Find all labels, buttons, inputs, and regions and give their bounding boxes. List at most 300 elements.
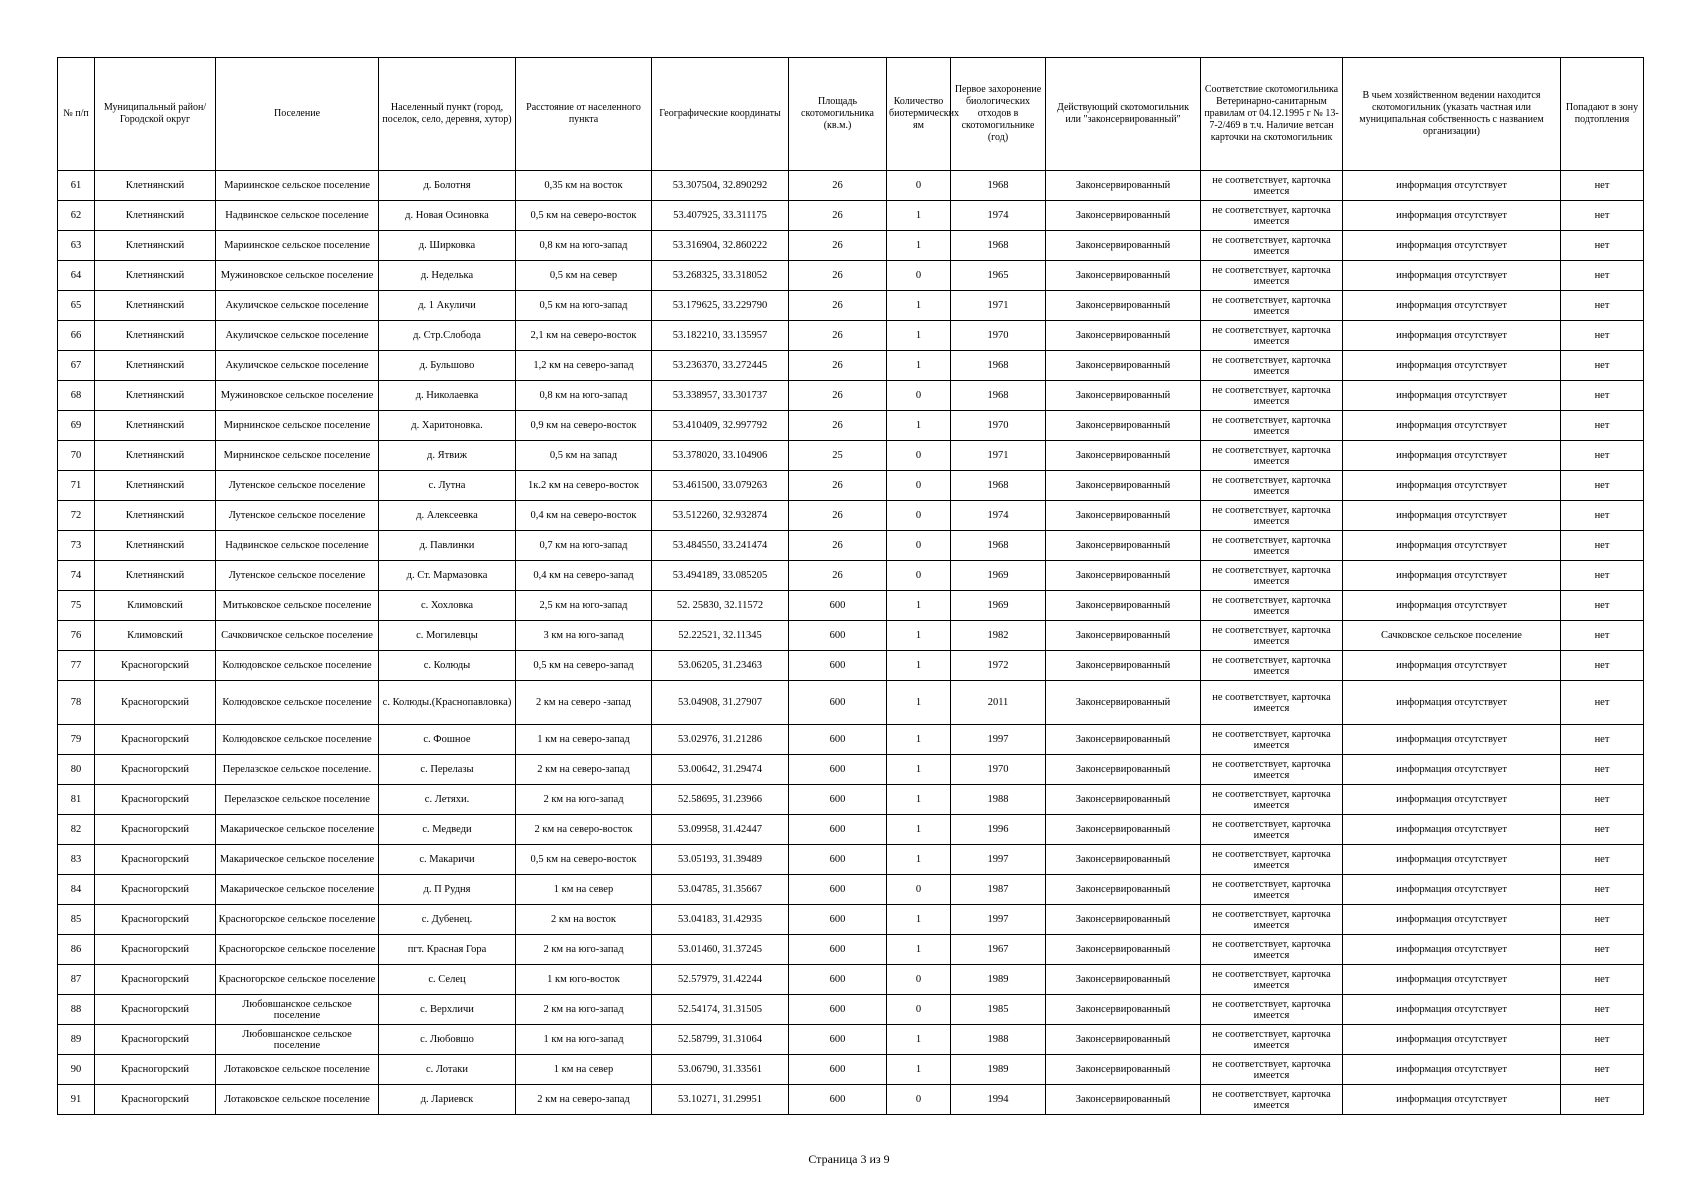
header-first-burial-year: Первое захоронение биологических отходов в скотомогильнике (год): [951, 58, 1046, 171]
coordinates-cell: 53.00642, 31.29474: [652, 755, 789, 785]
ownership-cell: информация отсутствует: [1343, 381, 1561, 411]
flood-zone-cell: нет: [1561, 501, 1644, 531]
first-burial-year-cell: 2011: [951, 681, 1046, 725]
ownership-cell: информация отсутствует: [1343, 591, 1561, 621]
compliance-cell: не соответствует, карточка имеется: [1201, 261, 1343, 291]
locality-cell: с. Хохловка: [379, 591, 516, 621]
distance-cell: 2 км на северо-запад: [516, 755, 652, 785]
locality-cell: д. Лариевск: [379, 1085, 516, 1115]
distance-cell: 2,1 км на северо-восток: [516, 321, 652, 351]
area-cell: 600: [789, 905, 887, 935]
first-burial-year-cell: 1968: [951, 471, 1046, 501]
locality-cell: с. Могилевцы: [379, 621, 516, 651]
settlement-cell: Любовшанское сельское поселение: [216, 995, 379, 1025]
locality-cell: д. Неделька: [379, 261, 516, 291]
pit-count-cell: 1: [887, 755, 951, 785]
status-cell: Законсервированный: [1046, 815, 1201, 845]
settlement-cell: Мужиновское сельское поселение: [216, 381, 379, 411]
locality-cell: д. Болотня: [379, 171, 516, 201]
district-cell: Красногорский: [95, 681, 216, 725]
coordinates-cell: 53.10271, 31.29951: [652, 1085, 789, 1115]
settlement-cell: Лутенское сельское поселение: [216, 561, 379, 591]
flood-zone-cell: нет: [1561, 351, 1644, 381]
header-locality: Населенный пункт (город, поселок, село, деревня, хутор): [379, 58, 516, 171]
row-number: 62: [58, 201, 95, 231]
table-row: [58, 755, 1644, 785]
table-row: [58, 651, 1644, 681]
row-number: 83: [58, 845, 95, 875]
settlement-cell: Сачковичское сельское поселение: [216, 621, 379, 651]
settlement-cell: Любовшанское сельское поселение: [216, 1025, 379, 1055]
first-burial-year-cell: 1997: [951, 905, 1046, 935]
table-row: [58, 725, 1644, 755]
compliance-cell: не соответствует, карточка имеется: [1201, 785, 1343, 815]
settlement-cell: Акуличское сельское поселение: [216, 291, 379, 321]
compliance-cell: не соответствует, карточка имеется: [1201, 1085, 1343, 1115]
first-burial-year-cell: 1997: [951, 725, 1046, 755]
first-burial-year-cell: 1970: [951, 321, 1046, 351]
header-number: № п/п: [58, 58, 95, 171]
ownership-cell: информация отсутствует: [1343, 995, 1561, 1025]
settlement-cell: Лутенское сельское поселение: [216, 471, 379, 501]
coordinates-cell: 53.410409, 32.997792: [652, 411, 789, 441]
district-cell: Клетнянский: [95, 231, 216, 261]
status-cell: Законсервированный: [1046, 291, 1201, 321]
settlement-cell: Надвинское сельское поселение: [216, 531, 379, 561]
status-cell: Законсервированный: [1046, 171, 1201, 201]
coordinates-cell: 53.316904, 32.860222: [652, 231, 789, 261]
table-header-row: [58, 58, 1644, 171]
district-cell: Клетнянский: [95, 201, 216, 231]
first-burial-year-cell: 1969: [951, 591, 1046, 621]
area-cell: 25: [789, 441, 887, 471]
status-cell: Законсервированный: [1046, 725, 1201, 755]
pit-count-cell: 0: [887, 501, 951, 531]
coordinates-cell: 53.05193, 31.39489: [652, 845, 789, 875]
row-number: 71: [58, 471, 95, 501]
compliance-cell: не соответствует, карточка имеется: [1201, 171, 1343, 201]
compliance-cell: не соответствует, карточка имеется: [1201, 935, 1343, 965]
district-cell: Красногорский: [95, 905, 216, 935]
locality-cell: с. Летяхи.: [379, 785, 516, 815]
coordinates-cell: 53.307504, 32.890292: [652, 171, 789, 201]
row-number: 67: [58, 351, 95, 381]
first-burial-year-cell: 1972: [951, 651, 1046, 681]
first-burial-year-cell: 1970: [951, 411, 1046, 441]
ownership-cell: информация отсутствует: [1343, 291, 1561, 321]
flood-zone-cell: нет: [1561, 935, 1644, 965]
table-row: [58, 935, 1644, 965]
area-cell: 600: [789, 1055, 887, 1085]
row-number: 81: [58, 785, 95, 815]
flood-zone-cell: нет: [1561, 621, 1644, 651]
flood-zone-cell: нет: [1561, 905, 1644, 935]
first-burial-year-cell: 1974: [951, 501, 1046, 531]
distance-cell: 0,9 км на северо-восток: [516, 411, 652, 441]
flood-zone-cell: нет: [1561, 755, 1644, 785]
table-row: [58, 501, 1644, 531]
compliance-cell: не соответствует, карточка имеется: [1201, 201, 1343, 231]
pit-count-cell: 0: [887, 1085, 951, 1115]
flood-zone-cell: нет: [1561, 651, 1644, 681]
settlement-cell: Красногорское сельское поселение: [216, 965, 379, 995]
first-burial-year-cell: 1988: [951, 1025, 1046, 1055]
area-cell: 26: [789, 411, 887, 441]
compliance-cell: не соответствует, карточка имеется: [1201, 591, 1343, 621]
district-cell: Красногорский: [95, 755, 216, 785]
ownership-cell: информация отсутствует: [1343, 815, 1561, 845]
district-cell: Красногорский: [95, 725, 216, 755]
table-row: [58, 441, 1644, 471]
status-cell: Законсервированный: [1046, 1085, 1201, 1115]
row-number: 63: [58, 231, 95, 261]
table-row: [58, 171, 1644, 201]
header-coordinates: Географические координаты: [652, 58, 789, 171]
area-cell: 600: [789, 725, 887, 755]
pit-count-cell: 0: [887, 471, 951, 501]
status-cell: Законсервированный: [1046, 351, 1201, 381]
area-cell: 26: [789, 531, 887, 561]
area-cell: 26: [789, 381, 887, 411]
distance-cell: 2 км на восток: [516, 905, 652, 935]
pit-count-cell: 0: [887, 441, 951, 471]
coordinates-cell: 53.461500, 33.079263: [652, 471, 789, 501]
first-burial-year-cell: 1985: [951, 995, 1046, 1025]
area-cell: 26: [789, 231, 887, 261]
table-row: [58, 905, 1644, 935]
ownership-cell: информация отсутствует: [1343, 681, 1561, 725]
distance-cell: 0,35 км на восток: [516, 171, 652, 201]
compliance-cell: не соответствует, карточка имеется: [1201, 381, 1343, 411]
locality-cell: с. Верхличи: [379, 995, 516, 1025]
district-cell: Клетнянский: [95, 291, 216, 321]
distance-cell: 0,4 км на северо-восток: [516, 501, 652, 531]
coordinates-cell: 53.494189, 33.085205: [652, 561, 789, 591]
area-cell: 600: [789, 591, 887, 621]
settlement-cell: Макарическое сельское поселение: [216, 845, 379, 875]
first-burial-year-cell: 1970: [951, 755, 1046, 785]
ownership-cell: информация отсутствует: [1343, 965, 1561, 995]
coordinates-cell: 53.407925, 33.311175: [652, 201, 789, 231]
district-cell: Красногорский: [95, 845, 216, 875]
first-burial-year-cell: 1987: [951, 875, 1046, 905]
distance-cell: 1,2 км на северо-запад: [516, 351, 652, 381]
locality-cell: д. Алексеевка: [379, 501, 516, 531]
flood-zone-cell: нет: [1561, 321, 1644, 351]
status-cell: Законсервированный: [1046, 905, 1201, 935]
area-cell: 600: [789, 1085, 887, 1115]
row-number: 70: [58, 441, 95, 471]
area-cell: 600: [789, 965, 887, 995]
compliance-cell: не соответствует, карточка имеется: [1201, 561, 1343, 591]
pit-count-cell: 0: [887, 995, 951, 1025]
ownership-cell: информация отсутствует: [1343, 651, 1561, 681]
status-cell: Законсервированный: [1046, 1055, 1201, 1085]
coordinates-cell: 53.236370, 33.272445: [652, 351, 789, 381]
locality-cell: д. Ятвиж: [379, 441, 516, 471]
distance-cell: 2,5 км на юго-запад: [516, 591, 652, 621]
ownership-cell: информация отсутствует: [1343, 261, 1561, 291]
pit-count-cell: 0: [887, 965, 951, 995]
table-row: [58, 785, 1644, 815]
area-cell: 26: [789, 261, 887, 291]
flood-zone-cell: нет: [1561, 785, 1644, 815]
settlement-cell: Митьковское сельское поселение: [216, 591, 379, 621]
pit-count-cell: 1: [887, 815, 951, 845]
first-burial-year-cell: 1968: [951, 351, 1046, 381]
settlement-cell: Красногорское сельское поселение: [216, 905, 379, 935]
compliance-cell: не соответствует, карточка имеется: [1201, 501, 1343, 531]
table-row: [58, 201, 1644, 231]
district-cell: Красногорский: [95, 785, 216, 815]
flood-zone-cell: нет: [1561, 201, 1644, 231]
district-cell: Клетнянский: [95, 531, 216, 561]
locality-cell: д. П Рудня: [379, 875, 516, 905]
locality-cell: с. Перелазы: [379, 755, 516, 785]
locality-cell: с. Селец: [379, 965, 516, 995]
coordinates-cell: 52.22521, 32.11345: [652, 621, 789, 651]
row-number: 64: [58, 261, 95, 291]
header-status: Действующий скотомогильник или "законсервированный": [1046, 58, 1201, 171]
pit-count-cell: 0: [887, 531, 951, 561]
compliance-cell: не соответствует, карточка имеется: [1201, 471, 1343, 501]
settlement-cell: Мирнинское сельское поселение: [216, 441, 379, 471]
settlement-cell: Макарическое сельское поселение: [216, 875, 379, 905]
ownership-cell: информация отсутствует: [1343, 935, 1561, 965]
pit-count-cell: 0: [887, 261, 951, 291]
status-cell: Законсервированный: [1046, 935, 1201, 965]
ownership-cell: информация отсутствует: [1343, 321, 1561, 351]
compliance-cell: не соответствует, карточка имеется: [1201, 815, 1343, 845]
pit-count-cell: 1: [887, 905, 951, 935]
ownership-cell: Сачковское сельское поселение: [1343, 621, 1561, 651]
district-cell: Красногорский: [95, 1085, 216, 1115]
table-row: [58, 531, 1644, 561]
flood-zone-cell: нет: [1561, 531, 1644, 561]
flood-zone-cell: нет: [1561, 441, 1644, 471]
pit-count-cell: 1: [887, 231, 951, 261]
flood-zone-cell: нет: [1561, 1025, 1644, 1055]
compliance-cell: не соответствует, карточка имеется: [1201, 321, 1343, 351]
ownership-cell: информация отсутствует: [1343, 531, 1561, 561]
status-cell: Законсервированный: [1046, 875, 1201, 905]
row-number: 68: [58, 381, 95, 411]
row-number: 74: [58, 561, 95, 591]
distance-cell: 1к.2 км на северо-восток: [516, 471, 652, 501]
flood-zone-cell: нет: [1561, 1085, 1644, 1115]
district-cell: Клетнянский: [95, 261, 216, 291]
district-cell: Клетнянский: [95, 561, 216, 591]
header-settlement: Поселение: [216, 58, 379, 171]
coordinates-cell: 52.58799, 31.31064: [652, 1025, 789, 1055]
ownership-cell: информация отсутствует: [1343, 561, 1561, 591]
settlement-cell: Акуличское сельское поселение: [216, 351, 379, 381]
flood-zone-cell: нет: [1561, 171, 1644, 201]
table-row: [58, 411, 1644, 441]
pit-count-cell: 1: [887, 201, 951, 231]
pit-count-cell: 1: [887, 591, 951, 621]
locality-cell: с. Любовшо: [379, 1025, 516, 1055]
locality-cell: д. Стр.Слобода: [379, 321, 516, 351]
area-cell: 26: [789, 471, 887, 501]
flood-zone-cell: нет: [1561, 725, 1644, 755]
distance-cell: 0,5 км на запад: [516, 441, 652, 471]
coordinates-cell: 53.512260, 32.932874: [652, 501, 789, 531]
compliance-cell: не соответствует, карточка имеется: [1201, 995, 1343, 1025]
status-cell: Законсервированный: [1046, 501, 1201, 531]
ownership-cell: информация отсутствует: [1343, 905, 1561, 935]
coordinates-cell: 53.179625, 33.229790: [652, 291, 789, 321]
compliance-cell: не соответствует, карточка имеется: [1201, 441, 1343, 471]
status-cell: Законсервированный: [1046, 381, 1201, 411]
distance-cell: 0,8 км на юго-запад: [516, 231, 652, 261]
settlement-cell: Акуличское сельское поселение: [216, 321, 379, 351]
table-row: [58, 995, 1644, 1025]
status-cell: Законсервированный: [1046, 561, 1201, 591]
coordinates-cell: 53.268325, 33.318052: [652, 261, 789, 291]
area-cell: 600: [789, 935, 887, 965]
ownership-cell: информация отсутствует: [1343, 471, 1561, 501]
row-number: 84: [58, 875, 95, 905]
header-district: Муниципальный район/Городской округ: [95, 58, 216, 171]
distance-cell: 2 км на юго-запад: [516, 935, 652, 965]
ownership-cell: информация отсутствует: [1343, 201, 1561, 231]
area-cell: 600: [789, 995, 887, 1025]
status-cell: Законсервированный: [1046, 531, 1201, 561]
compliance-cell: не соответствует, карточка имеется: [1201, 291, 1343, 321]
distance-cell: 2 км на северо-запад: [516, 1085, 652, 1115]
coordinates-cell: 53.09958, 31.42447: [652, 815, 789, 845]
district-cell: Клетнянский: [95, 381, 216, 411]
header-flood-zone: Попадают в зону подтопления: [1561, 58, 1644, 171]
table-row: [58, 1085, 1644, 1115]
coordinates-cell: 53.06790, 31.33561: [652, 1055, 789, 1085]
row-number: 78: [58, 681, 95, 725]
status-cell: Законсервированный: [1046, 845, 1201, 875]
header-compliance: Соответствие скотомогильника Ветеринарно-санитарным правилам от 04.12.1995 г № 13-7-2/469 в т.ч. Наличие ветсан карточки на скотомогильник: [1201, 58, 1343, 171]
row-number: 80: [58, 755, 95, 785]
first-burial-year-cell: 1968: [951, 171, 1046, 201]
first-burial-year-cell: 1989: [951, 965, 1046, 995]
row-number: 66: [58, 321, 95, 351]
area-cell: 600: [789, 845, 887, 875]
header-pit-count: Количество биотермических ям: [887, 58, 951, 171]
status-cell: Законсервированный: [1046, 651, 1201, 681]
first-burial-year-cell: 1971: [951, 441, 1046, 471]
row-number: 73: [58, 531, 95, 561]
flood-zone-cell: нет: [1561, 561, 1644, 591]
first-burial-year-cell: 1971: [951, 291, 1046, 321]
compliance-cell: не соответствует, карточка имеется: [1201, 875, 1343, 905]
settlement-cell: Лотаковское сельское поселение: [216, 1085, 379, 1115]
district-cell: Красногорский: [95, 875, 216, 905]
status-cell: Законсервированный: [1046, 201, 1201, 231]
row-number: 88: [58, 995, 95, 1025]
compliance-cell: не соответствует, карточка имеется: [1201, 725, 1343, 755]
ownership-cell: информация отсутствует: [1343, 755, 1561, 785]
pit-count-cell: 1: [887, 1055, 951, 1085]
area-cell: 26: [789, 321, 887, 351]
pit-count-cell: 1: [887, 411, 951, 441]
locality-cell: с. Лутна: [379, 471, 516, 501]
settlement-cell: Колюдовское сельское поселение: [216, 725, 379, 755]
area-cell: 26: [789, 501, 887, 531]
pit-count-cell: 1: [887, 845, 951, 875]
coordinates-cell: 52.58695, 31.23966: [652, 785, 789, 815]
row-number: 79: [58, 725, 95, 755]
row-number: 69: [58, 411, 95, 441]
table-row: [58, 965, 1644, 995]
locality-cell: с. Дубенец.: [379, 905, 516, 935]
compliance-cell: не соответствует, карточка имеется: [1201, 1055, 1343, 1085]
first-burial-year-cell: 1996: [951, 815, 1046, 845]
district-cell: Красногорский: [95, 995, 216, 1025]
district-cell: Красногорский: [95, 651, 216, 681]
settlement-cell: Макарическое сельское поселение: [216, 815, 379, 845]
row-number: 72: [58, 501, 95, 531]
locality-cell: д. Ширковка: [379, 231, 516, 261]
first-burial-year-cell: 1965: [951, 261, 1046, 291]
compliance-cell: не соответствует, карточка имеется: [1201, 845, 1343, 875]
ownership-cell: информация отсутствует: [1343, 1055, 1561, 1085]
flood-zone-cell: нет: [1561, 591, 1644, 621]
distance-cell: 2 км на юго-запад: [516, 995, 652, 1025]
flood-zone-cell: нет: [1561, 995, 1644, 1025]
ownership-cell: информация отсутствует: [1343, 351, 1561, 381]
coordinates-cell: 53.02976, 31.21286: [652, 725, 789, 755]
coordinates-cell: 53.182210, 33.135957: [652, 321, 789, 351]
row-number: 91: [58, 1085, 95, 1115]
locality-cell: с. Колюды.(Краснопавловка): [379, 681, 516, 725]
ownership-cell: информация отсутствует: [1343, 411, 1561, 441]
row-number: 90: [58, 1055, 95, 1085]
status-cell: Законсервированный: [1046, 231, 1201, 261]
header-ownership: В чьем хозяйственном ведении находится скотомогильник (указать частная или муниципальная собственность с названием организации): [1343, 58, 1561, 171]
first-burial-year-cell: 1994: [951, 1085, 1046, 1115]
status-cell: Законсервированный: [1046, 621, 1201, 651]
status-cell: Законсервированный: [1046, 755, 1201, 785]
district-cell: Клетнянский: [95, 171, 216, 201]
table-row: [58, 815, 1644, 845]
area-cell: 26: [789, 171, 887, 201]
coordinates-cell: 52.57979, 31.42244: [652, 965, 789, 995]
coordinates-cell: 53.04183, 31.42935: [652, 905, 789, 935]
district-cell: Клетнянский: [95, 441, 216, 471]
compliance-cell: не соответствует, карточка имеется: [1201, 351, 1343, 381]
pit-count-cell: 1: [887, 935, 951, 965]
pit-count-cell: 0: [887, 171, 951, 201]
table-row: [58, 561, 1644, 591]
area-cell: 600: [789, 621, 887, 651]
table-row: [58, 681, 1644, 725]
row-number: 77: [58, 651, 95, 681]
distance-cell: 0,5 км на юго-запад: [516, 291, 652, 321]
pit-count-cell: 1: [887, 785, 951, 815]
area-cell: 26: [789, 291, 887, 321]
locality-cell: пгт. Красная Гора: [379, 935, 516, 965]
pit-count-cell: 1: [887, 725, 951, 755]
flood-zone-cell: нет: [1561, 875, 1644, 905]
locality-cell: д. Харитоновка.: [379, 411, 516, 441]
first-burial-year-cell: 1968: [951, 531, 1046, 561]
district-cell: Красногорский: [95, 1055, 216, 1085]
distance-cell: 1 км на юго-запад: [516, 1025, 652, 1055]
ownership-cell: информация отсутствует: [1343, 845, 1561, 875]
row-number: 87: [58, 965, 95, 995]
distance-cell: 0,8 км на юго-запад: [516, 381, 652, 411]
compliance-cell: не соответствует, карточка имеется: [1201, 231, 1343, 261]
coordinates-cell: 52.54174, 31.31505: [652, 995, 789, 1025]
